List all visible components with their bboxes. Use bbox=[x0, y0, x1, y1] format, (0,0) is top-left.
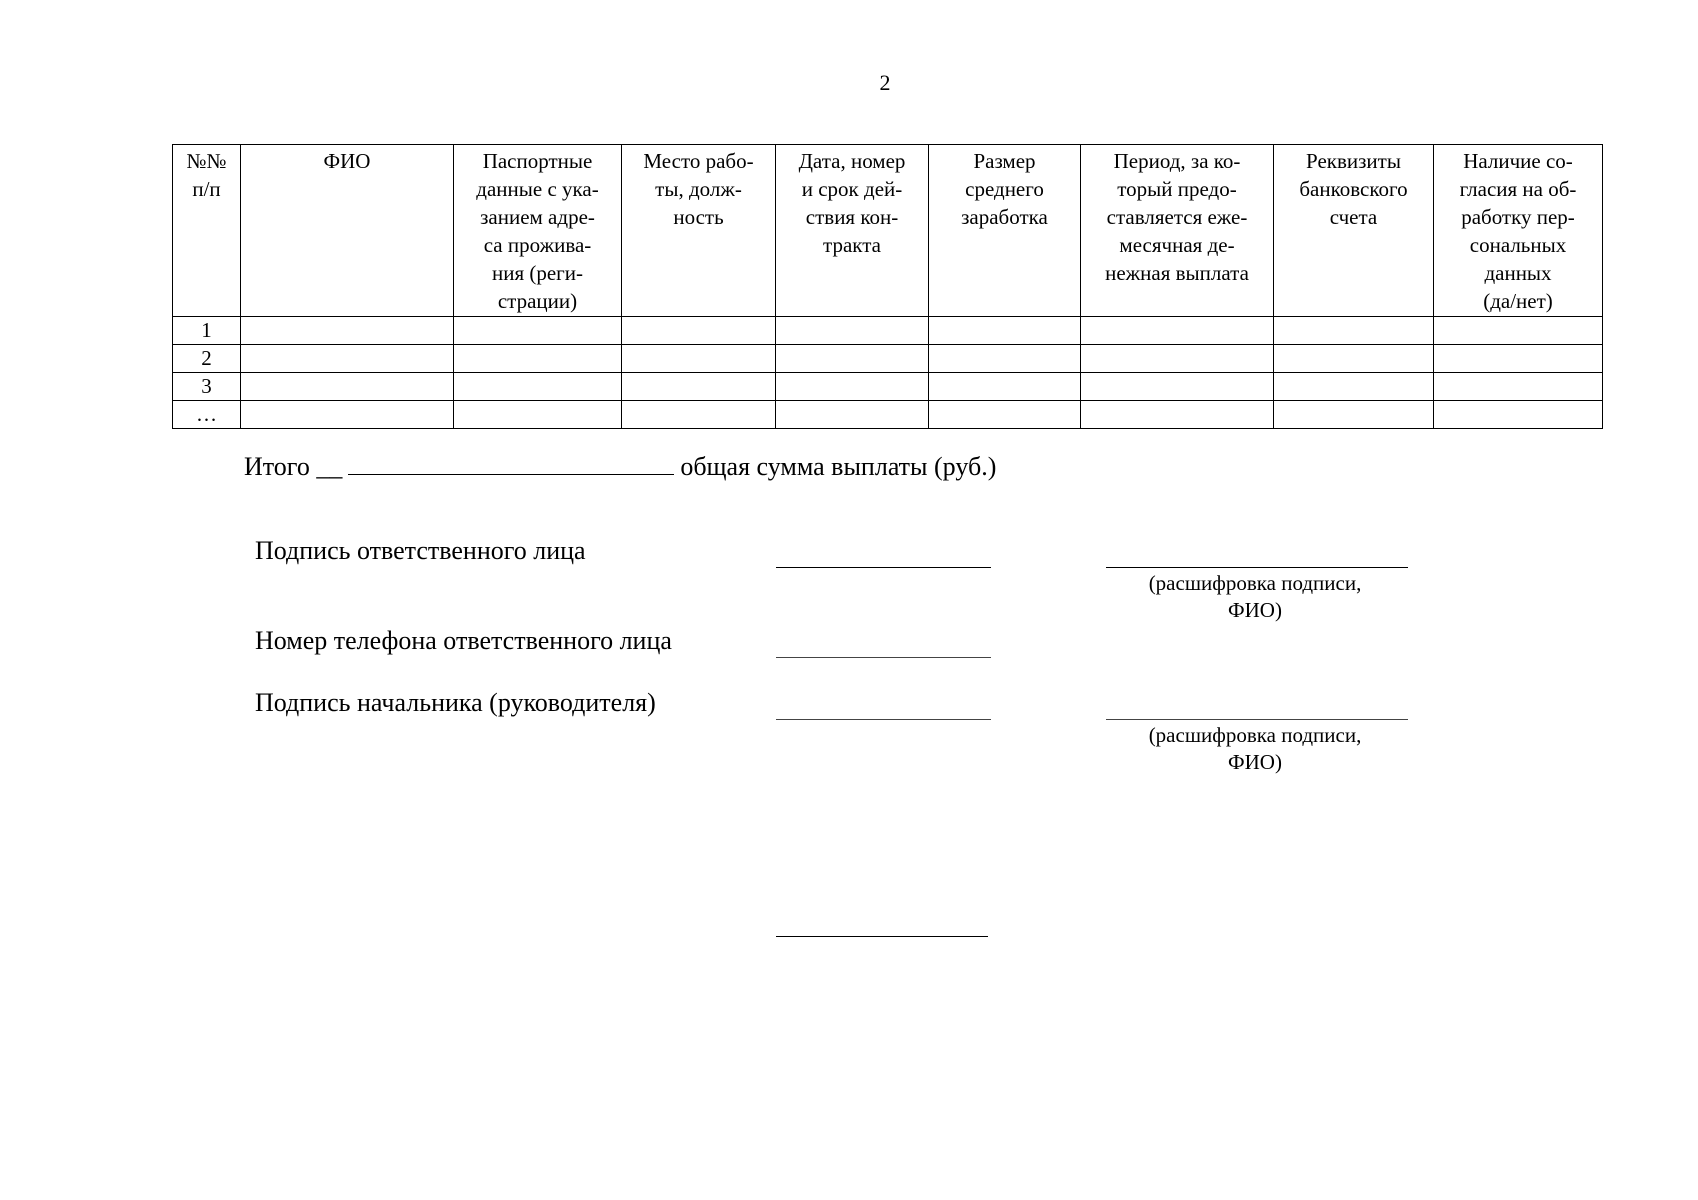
column-header bbox=[241, 145, 454, 317]
total-line bbox=[244, 452, 996, 482]
column-header-line: Период, за ко- bbox=[1113, 149, 1241, 173]
table-cell[interactable] bbox=[776, 373, 929, 401]
table-cell[interactable] bbox=[1274, 317, 1434, 345]
table-cell[interactable] bbox=[1274, 401, 1434, 429]
table-cell[interactable] bbox=[622, 373, 776, 401]
bottom-blank-line[interactable] bbox=[776, 936, 988, 937]
row-number-cell: 2 bbox=[173, 345, 241, 373]
table-header-row bbox=[173, 145, 1603, 317]
column-header-line: ствия кон- bbox=[805, 205, 899, 229]
table-row bbox=[173, 317, 1603, 345]
responsible-decode-line[interactable] bbox=[1106, 567, 1408, 568]
payment-table bbox=[172, 144, 1603, 429]
table-row bbox=[173, 401, 1603, 429]
column-header-line: занием адре- bbox=[480, 205, 595, 229]
table-cell[interactable] bbox=[929, 345, 1081, 373]
column-header-line: ность bbox=[673, 205, 724, 229]
table-cell[interactable] bbox=[241, 401, 454, 429]
chief-decode-caption bbox=[1100, 722, 1410, 776]
total-prefix: Итого __ bbox=[244, 452, 343, 481]
table-cell[interactable] bbox=[1434, 317, 1603, 345]
table-cell[interactable] bbox=[776, 401, 929, 429]
column-header-line: (да/нет) bbox=[1483, 289, 1553, 313]
table-cell[interactable] bbox=[1434, 373, 1603, 401]
column-header-line: нежная выплата bbox=[1105, 261, 1249, 285]
column-header-line: и срок дей- bbox=[801, 177, 903, 201]
table-body bbox=[173, 317, 1603, 429]
row-number-cell: … bbox=[173, 401, 241, 429]
column-header-line: №№ bbox=[186, 149, 227, 173]
row-number-cell: 3 bbox=[173, 373, 241, 401]
column-header-line: Размер bbox=[973, 149, 1036, 173]
chief-decode-line[interactable] bbox=[1106, 719, 1408, 720]
table-cell[interactable] bbox=[622, 401, 776, 429]
column-header bbox=[1434, 145, 1603, 317]
row-number-cell: 1 bbox=[173, 317, 241, 345]
responsible-decode-text-2: ФИО) bbox=[1228, 598, 1282, 622]
responsible-phone-label: Номер телефона ответственного лица bbox=[255, 626, 672, 655]
table-cell[interactable] bbox=[1081, 345, 1274, 373]
column-header bbox=[454, 145, 622, 317]
responsible-signature-label: Подпись ответственного лица bbox=[255, 536, 586, 565]
table-cell[interactable] bbox=[1434, 345, 1603, 373]
table-cell[interactable] bbox=[1081, 401, 1274, 429]
column-header-line: среднего bbox=[965, 177, 1044, 201]
column-header-line: ния (реги- bbox=[491, 261, 584, 285]
column-header-line: данных bbox=[1484, 261, 1552, 285]
total-amount-blank[interactable] bbox=[348, 454, 674, 475]
responsible-phone-line[interactable] bbox=[776, 657, 991, 658]
table-cell[interactable] bbox=[929, 317, 1081, 345]
column-header-line: торый предо- bbox=[1117, 177, 1237, 201]
table-cell[interactable] bbox=[454, 373, 622, 401]
table-cell[interactable] bbox=[454, 401, 622, 429]
table-cell[interactable] bbox=[622, 345, 776, 373]
column-header bbox=[1081, 145, 1274, 317]
table-cell[interactable] bbox=[776, 345, 929, 373]
table-cell[interactable] bbox=[241, 317, 454, 345]
responsible-signature-line[interactable] bbox=[776, 567, 991, 568]
table-cell[interactable] bbox=[622, 317, 776, 345]
column-header-line: Реквизиты bbox=[1306, 149, 1401, 173]
page-number: 2 bbox=[879, 70, 891, 95]
column-header-line: Дата, номер bbox=[798, 149, 906, 173]
column-header bbox=[929, 145, 1081, 317]
table-cell[interactable] bbox=[929, 401, 1081, 429]
column-header-line: данные с ука- bbox=[476, 177, 599, 201]
table-cell[interactable] bbox=[241, 345, 454, 373]
table-row bbox=[173, 345, 1603, 373]
column-header-line: банковского bbox=[1299, 177, 1408, 201]
table-cell[interactable] bbox=[1274, 373, 1434, 401]
column-header-line: Наличие со- bbox=[1463, 149, 1573, 173]
table-cell[interactable] bbox=[241, 373, 454, 401]
table-cell[interactable] bbox=[776, 317, 929, 345]
column-header-line: счета bbox=[1329, 205, 1378, 229]
table-cell[interactable] bbox=[929, 373, 1081, 401]
column-header-line: п/п bbox=[192, 177, 221, 201]
column-header bbox=[622, 145, 776, 317]
table-cell[interactable] bbox=[454, 317, 622, 345]
table-cell[interactable] bbox=[1081, 317, 1274, 345]
column-header-line: са прожива- bbox=[483, 233, 592, 257]
column-header-line: Место рабо- bbox=[643, 149, 754, 173]
chief-decode-text: (расшифровка подписи, bbox=[1148, 723, 1362, 747]
column-header bbox=[173, 145, 241, 317]
responsible-decode-text: (расшифровка подписи, bbox=[1148, 571, 1362, 595]
chief-decode-text-2: ФИО) bbox=[1228, 750, 1282, 774]
column-header-line: заработка bbox=[961, 205, 1048, 229]
column-header-line: тракта bbox=[823, 233, 881, 257]
column-header-line: ФИО bbox=[323, 149, 371, 173]
chief-signature-label: Подпись начальника (руководителя) bbox=[255, 688, 656, 717]
table-cell[interactable] bbox=[1081, 373, 1274, 401]
table-row bbox=[173, 373, 1603, 401]
column-header-line: месячная де- bbox=[1119, 233, 1235, 257]
column-header-line: страции) bbox=[497, 289, 578, 313]
column-header-line: сональных bbox=[1469, 233, 1567, 257]
column-header bbox=[1274, 145, 1434, 317]
total-suffix: общая сумма выплаты (руб.) bbox=[680, 452, 997, 481]
column-header-line: ставляется еже- bbox=[1106, 205, 1248, 229]
column-header bbox=[776, 145, 929, 317]
column-header-line: ты, долж- bbox=[655, 177, 742, 201]
table-cell[interactable] bbox=[1274, 345, 1434, 373]
responsible-decode-caption bbox=[1100, 570, 1410, 624]
chief-signature-line[interactable] bbox=[776, 719, 991, 720]
column-header-line: Паспортные bbox=[482, 149, 593, 173]
column-header-line: работку пер- bbox=[1461, 205, 1575, 229]
table-cell[interactable] bbox=[454, 345, 622, 373]
column-header-line: гласия на об- bbox=[1459, 177, 1577, 201]
table-cell[interactable] bbox=[1434, 401, 1603, 429]
